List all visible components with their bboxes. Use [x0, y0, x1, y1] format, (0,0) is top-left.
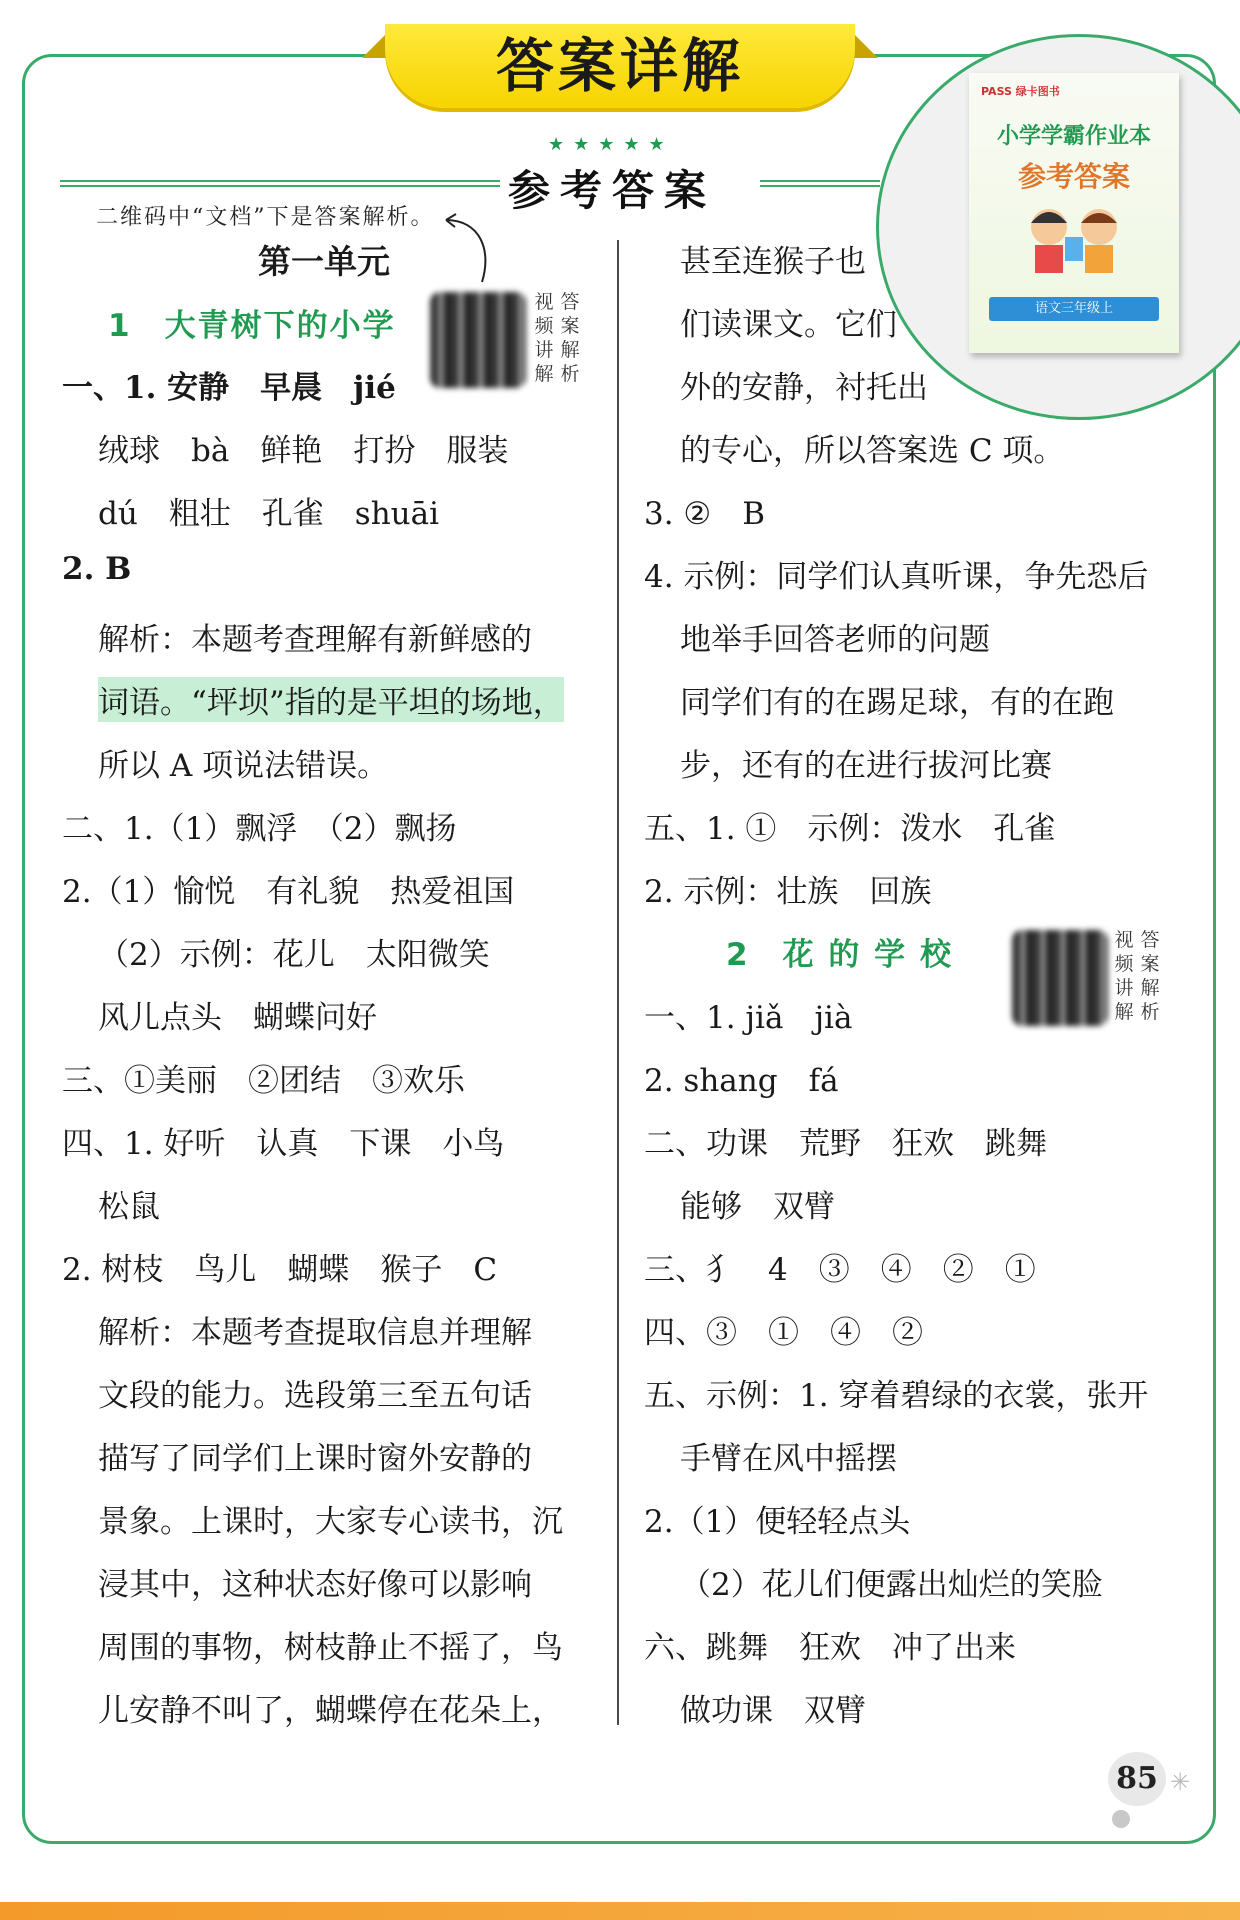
bottom-bar — [0, 1902, 1240, 1920]
answer-line: 同学们有的在踢足球，有的在跑 — [680, 685, 1114, 721]
section-title: 参考答案 — [508, 166, 717, 215]
answer-line: 一、1. 安静 早晨 jié — [62, 370, 396, 406]
answer-line: 二、功课 荒野 狂欢 跳舞 — [644, 1126, 1047, 1162]
star-row-icon: ★★★★★ — [548, 134, 674, 155]
qr-caption-answer: 答案解析 — [560, 291, 580, 385]
page-dot — [1112, 1810, 1130, 1828]
explanation-line: 浸其中，这种状态好像可以影响 — [98, 1567, 532, 1603]
explanation-line: 们读课文。它们 — [680, 307, 897, 343]
star-icon: ✳ — [1170, 1768, 1191, 1796]
answer-line: （2）示例：花儿 太阳微笑 — [98, 937, 490, 973]
answer-line: （2）花儿们便露出灿烂的笑脸 — [680, 1567, 1103, 1603]
answer-line: 3. ② B — [644, 496, 766, 532]
answer-line: 地举手回答老师的问题 — [680, 622, 990, 658]
booklet-brand: PASS 绿卡图书 — [981, 85, 1060, 98]
unit-title: 第一单元 — [258, 242, 390, 281]
answer-line: 六、跳舞 狂欢 冲了出来 — [644, 1630, 1016, 1666]
cartoon-kids-icon — [1019, 197, 1129, 277]
column-divider — [617, 240, 619, 1725]
qr-note: 二维码中“文档”下是答案解析。 — [96, 205, 435, 230]
answer-line: 2. B — [62, 551, 132, 587]
explanation-line: 文段的能力。选段第三至五句话 — [98, 1378, 532, 1414]
page-number: 85 — [1108, 1752, 1166, 1806]
qr-code-2[interactable] — [1012, 930, 1108, 1026]
answer-line: 步，还有的在进行拔河比赛 — [680, 748, 1052, 784]
booklet-cover — [969, 73, 1179, 353]
banner-title: 答案详解 — [495, 32, 744, 100]
answer-line: 四、③ ① ④ ② — [644, 1315, 923, 1351]
title-rule-right — [760, 180, 880, 187]
curved-arrow-icon — [440, 210, 500, 290]
answer-line: 四、1. 好听 认真 下课 小鸟 — [62, 1126, 505, 1162]
explanation-line: 的专心，所以答案选 C 项。 — [680, 433, 1065, 469]
booklet-title: 小学学霸作业本 — [996, 124, 1151, 149]
answer-line: 五、示例：1. 穿着碧绿的衣裳，张开 — [644, 1378, 1149, 1414]
explanation-line: 甚至连猴子也 — [680, 244, 866, 280]
answer-line: 绒球 bà 鲜艳 打扮 服装 — [98, 433, 509, 469]
answer-line: 2.（1）愉悦 有礼貌 热爱祖国 — [62, 874, 515, 910]
qr-caption-2 — [1114, 928, 1160, 1024]
answer-line: 三、犭 4 ③ ④ ② ① — [644, 1252, 1036, 1288]
title-rule-left — [60, 180, 500, 187]
answer-line: dú 粗壮 孔雀 shuāi — [98, 496, 440, 532]
qr-caption-video: 视频讲解 — [1114, 929, 1134, 1023]
answer-line: 2. 树枝 鸟儿 蝴蝶 猴子 C — [62, 1252, 498, 1288]
explanation-line: 外的安静，衬托出 — [680, 370, 928, 406]
answer-line: 风儿点头 蝴蝶问好 — [98, 1000, 377, 1036]
answer-line: 2. shang fá — [644, 1063, 839, 1099]
answer-line: 能够 双臂 — [680, 1189, 835, 1225]
answer-line: 二、1.（1）飘浮 （2）飘扬 — [62, 811, 457, 847]
qr-caption-video: 视频讲解 — [534, 291, 554, 385]
lesson-title-2: 2 花 的 学 校 — [726, 937, 953, 973]
explanation-line: 儿安静不叫了，蝴蝶停在花朵上， — [98, 1693, 563, 1729]
explanation-line: 所以 A 项说法错误。 — [98, 748, 389, 784]
explanation-line: 解析：本题考查提取信息并理解 — [98, 1315, 532, 1351]
lesson-title-1: 1 大青树下的小学 — [108, 308, 396, 344]
answer-line: 2.（1）便轻轻点头 — [644, 1504, 911, 1540]
answer-line: 手臂在风中摇摆 — [680, 1441, 897, 1477]
answer-line: 松鼠 — [98, 1189, 160, 1225]
answer-line: 三、①美丽 ②团结 ③欢乐 — [62, 1063, 465, 1099]
answer-line: 做功课 双臂 — [680, 1693, 866, 1729]
explanation-line: 景象。上课时，大家专心读书，沉 — [98, 1504, 563, 1540]
booklet-subtitle: 参考答案 — [1017, 160, 1130, 193]
explanation-line: 描写了同学们上课时窗外安静的 — [98, 1441, 532, 1477]
header-banner — [385, 24, 855, 108]
answer-line: 2. 示例：壮族 回族 — [644, 874, 932, 910]
qr-caption-1 — [534, 290, 580, 386]
qr-caption-answer: 答案解析 — [1140, 929, 1160, 1023]
qr-code-1[interactable] — [430, 292, 526, 388]
explanation-line-highlight: 词语。“坪坝”指的是平坦的场地， — [98, 677, 564, 722]
explanation-line: 周围的事物，树枝静止不摇了，鸟 — [98, 1630, 563, 1666]
answer-line: 一、1. jiǎ jià — [644, 1000, 853, 1036]
explanation-line: 解析：本题考查理解有新鲜感的 — [98, 622, 532, 658]
answer-line: 4. 示例：同学们认真听课，争先恐后 — [644, 559, 1149, 595]
answer-line: 五、1. ① 示例：泼水 孔雀 — [644, 811, 1056, 847]
booklet-grade: 语文三年级上 — [989, 297, 1159, 321]
